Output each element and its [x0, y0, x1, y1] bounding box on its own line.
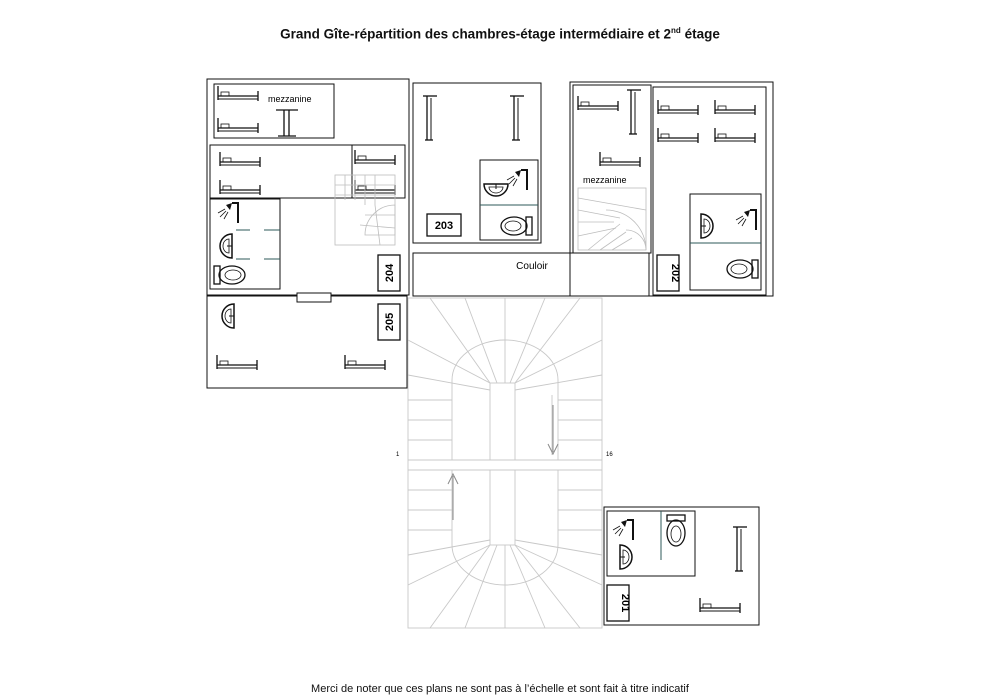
- bed-icon: [658, 100, 698, 115]
- corridor: [413, 253, 649, 296]
- room-201-label: 201: [619, 593, 631, 613]
- bed-icon: [627, 90, 641, 134]
- room-202-label: 202: [669, 263, 681, 283]
- sink-icon: [220, 234, 232, 258]
- room-205-label-box: [378, 304, 400, 340]
- bed-icon: [217, 355, 257, 370]
- shower-icon: [218, 203, 238, 223]
- plan-title-superscript: nd: [671, 26, 681, 35]
- room-204-label: 204: [384, 263, 396, 283]
- room-203-label-box: [427, 214, 461, 236]
- main-staircase: [408, 298, 602, 628]
- bed-icon: [355, 150, 395, 165]
- bed-icon: [345, 355, 385, 370]
- bed-icon: [715, 100, 755, 115]
- bed-icon: [578, 96, 618, 111]
- sink-icon: [620, 545, 632, 569]
- room-203-label: 203: [434, 220, 454, 232]
- room-201-label-box: [607, 585, 631, 621]
- shower-icon: [736, 210, 756, 230]
- toilet-icon: [667, 515, 685, 546]
- bed-icon: [715, 128, 755, 143]
- mezzanine-label-right: mezzanine: [583, 175, 627, 185]
- plan-title-tail: étage: [680, 26, 720, 42]
- mezzanine-label-left: mezzanine: [268, 94, 312, 104]
- toilet-icon: [727, 260, 758, 278]
- shower-icon: [507, 170, 527, 190]
- stair-step-end: 16: [606, 452, 613, 458]
- sink-icon: [222, 304, 234, 328]
- room-204-label-box: [378, 255, 400, 291]
- room-205-label: 205: [384, 312, 396, 332]
- sink-icon: [484, 184, 508, 196]
- corridor-label: Couloir: [516, 261, 548, 272]
- bed-icon: [423, 96, 437, 140]
- spiral-stair-204: [335, 175, 395, 245]
- bed-icon: [700, 598, 740, 613]
- bed-icon: [733, 527, 747, 571]
- stair-arrows: [448, 405, 558, 520]
- bed-icon: [220, 152, 260, 167]
- bunk-icon: [276, 110, 298, 136]
- bed-icon: [220, 180, 260, 195]
- bed-icon: [510, 96, 524, 140]
- disclaimer-note: Merci de noter que ces plans ne sont pas à l’échelle et sont fait à titre indicatif: [311, 683, 689, 695]
- bed-icon: [218, 118, 258, 133]
- room-202-label-box: [657, 255, 681, 291]
- sink-icon: [701, 214, 713, 238]
- shower-icon: [613, 520, 633, 540]
- room-205: [207, 293, 407, 388]
- plan-title-main: Grand Gîte-répartition des chambres-étage intermédiaire et 2: [280, 26, 672, 42]
- bed-icon: [600, 152, 640, 167]
- bed-icon: [218, 86, 258, 101]
- toilet-icon: [501, 217, 532, 235]
- toilet-icon: [214, 266, 245, 284]
- bed-icon: [658, 128, 698, 143]
- stair-step-start: 1: [396, 452, 400, 458]
- spiral-stair-202: [578, 188, 646, 250]
